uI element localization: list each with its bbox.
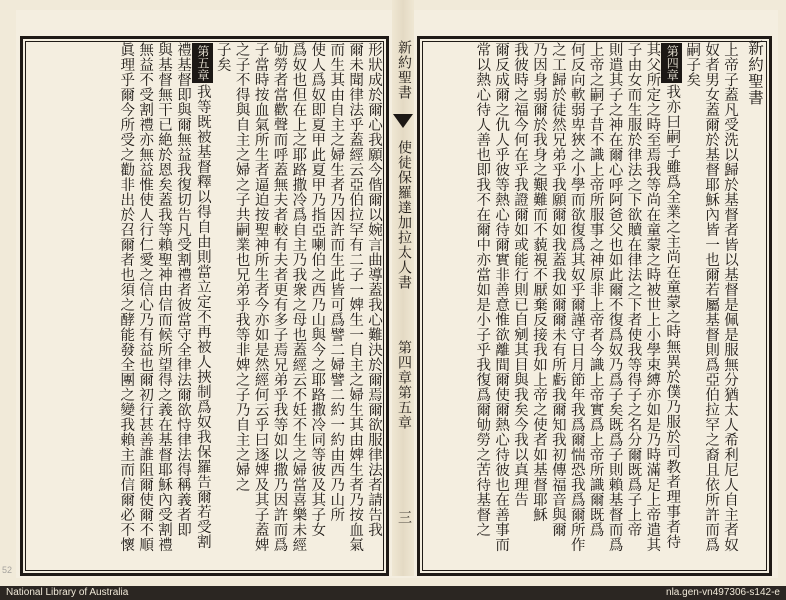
right-page-column: 上帝之嗣子昔不識上帝所服事之神原非上帝者今識上帝實爲上帝所識爾既爲: [587, 42, 604, 537]
right-page-text: [423, 42, 739, 570]
right-page-column: 爾反成爾之仇人乎彼等熱心待爾實非善意惟欲離間爾使爾熱心待彼也在善事而: [493, 42, 510, 552]
left-running-head-page: 三: [396, 510, 412, 525]
left-running-head-chapter-2: 第五章: [396, 385, 412, 430]
left-page-column: 禮基督即與爾無益我復切告凡受割禮者彼當守全律法爾欲恃律法得稱義者即: [174, 42, 191, 537]
right-page-column: 我彼時之福今何在乎我證爾如或能行則已自剜其目與我矣今我以真理告: [512, 42, 529, 507]
credit-library: National Library of Australia: [6, 587, 129, 598]
left-running-head: [392, 40, 414, 572]
right-running-head: [741, 40, 767, 572]
right-page-column: 何反向軟弱卑狹之小學而欲復爲其奴乎爾謹守日月節年我爲爾惴恐我爲爾所作: [568, 42, 585, 552]
pencil-note: 52: [2, 565, 13, 575]
left-page-column: 與基督無干已絶於恩矣蓋我等賴聖神由信而候所望得之義在基督耶穌內受割禮: [156, 42, 173, 552]
left-page-column: 而生其由自主之婦生者乃因許而生此皆可爲譬二婦譬二約一約由西乃山所: [328, 42, 345, 522]
left-running-head-chapter: 第四章: [396, 340, 412, 385]
left-page-column: 形狀成於爾心我願今偕爾以婉言曲導蓋我心難決於爾焉爾欲服律法者請告我: [366, 42, 382, 537]
left-page-column: 劬勞者當歡聲而呼蓋無夫者較有夫者更有多子焉兄弟乎我等如以撒乃因許而爲: [271, 42, 288, 552]
left-page-column: 第五章我等既被基督釋以得自由則當立定不再被人挾制爲奴我保羅告爾若受割: [192, 42, 213, 570]
chapter-marker: 第五章: [192, 43, 213, 83]
left-page-column: 眞理乎爾今所受之勸非出於召爾者也須之酵能發全團之變我賴主而信爾必不懷: [118, 42, 135, 552]
left-page-text: [26, 42, 383, 570]
right-page-column: 則遣其子之神在爾心呼阿爸父也如此爾不復爲奴乃爲子矣既爲子則賴基督而爲: [606, 42, 623, 552]
credit-bar: [0, 586, 786, 600]
right-page-column: 奴者男女蓋爾於基督耶穌內皆一也爾若屬基督則爲亞伯拉罕之裔且依所許而爲: [703, 42, 720, 552]
right-page-column: 之工歸於徒然兄弟乎我願爾如我蓋我如爾爾未有所虧我爾知我初傳福音與爾: [549, 42, 566, 537]
running-head-title: 新約聖書: [746, 40, 764, 106]
right-page-column: 其父所定之時至焉我等尚在童蒙之時被世上小學束縛亦如是乃時滿足上帝遣其: [644, 42, 661, 552]
left-page-column: 子矣: [214, 42, 231, 72]
right-page-column: 嗣子矣: [684, 42, 701, 87]
left-page-column: 無益不受割禮亦無益惟使人行仁愛之信心乃有益也爾初行甚善誰阻爾使爾不順: [137, 42, 154, 552]
right-page-column: 子由女而生服於律法之下欲贖在律法之下者使我等得子之名分爾既爲子上帝: [625, 42, 642, 537]
right-page-column: 上帝子蓋凡受洗以歸於基督者皆以基督是佩是服無分猶太人希利尼人自主者奴: [722, 42, 738, 552]
credit-item-id: nla.gen-vn497306-s142-e: [666, 587, 780, 598]
left-running-head-title: 新約聖書: [396, 40, 412, 100]
right-page-column: 乃因身弱爾於我身之艱難而不藐視不厭棄反接我如上帝之使者如基督耶穌: [530, 42, 547, 522]
left-running-head-book: 使徒保羅達加拉太人書: [396, 140, 412, 290]
left-page-column: 子當時按血氣所生者逼迫按聖神所生者今亦如是然經何云乎曰逐婢及其子蓋婢: [252, 42, 269, 552]
left-page-column: 爲奴也但在上之耶路撒冷爲自主乃我衆之母也蓋經云不妊不生之婦當喜樂未經: [290, 42, 307, 552]
right-page-column: 常以熱心待人善也即我不在爾中亦當如是小子乎我復爲爾劬勞之苦待基督之: [474, 42, 491, 537]
left-page-column: 使人爲奴即夏甲此夏甲乃指亞喇伯之西乃山與今之耶路撒冷同等彼及其子女: [309, 42, 326, 537]
chapter-marker: 第四章: [661, 43, 682, 83]
left-page-column: 之子不得與自主之婦之子共嗣業也兄弟乎我等非婢之子乃自主之婦之: [233, 42, 250, 492]
ornament-icon: [393, 114, 413, 128]
left-page-column: 爾未聞律法乎蓋經云亞伯拉罕有二子一婢生一自主之婦生其由婢生者乃按血氣: [347, 42, 364, 552]
right-page-column: 第四章我亦曰嗣子雖爲全業之主尚在童蒙之時無異於僕乃服於司教者理事者待: [661, 42, 682, 570]
